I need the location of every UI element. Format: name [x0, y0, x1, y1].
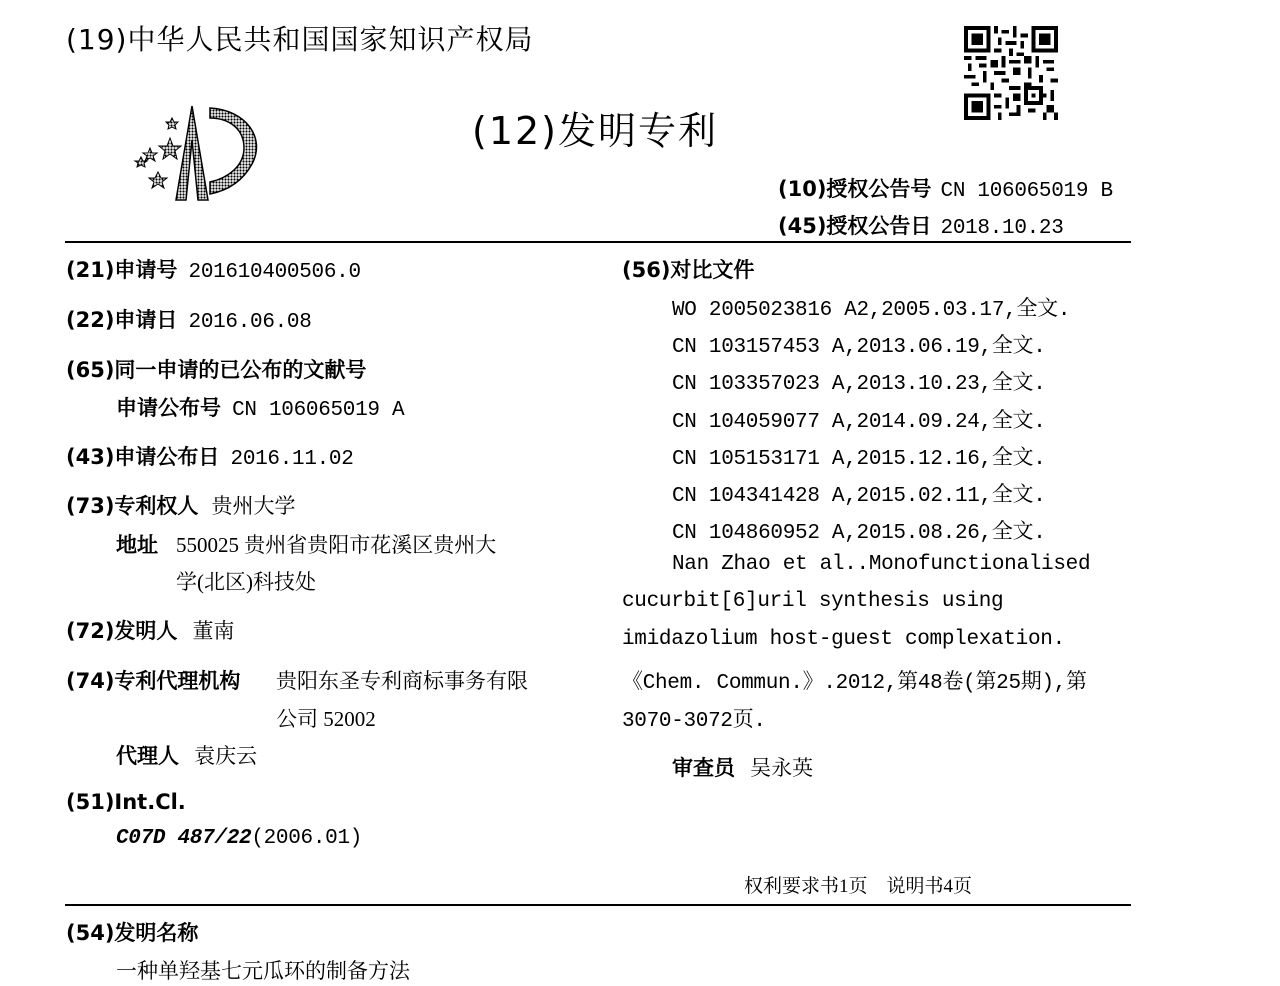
literature-line: 3070-3072页. — [622, 710, 766, 733]
app-date-label: (22)申请日 — [66, 308, 178, 332]
grant-pub-no-label: (10)授权公告号 — [778, 177, 932, 201]
inventor-label: (72)发明人 — [66, 619, 178, 643]
app-date: 2016.06.08 — [188, 311, 312, 334]
references-label: (56)对比文件 — [622, 258, 755, 282]
invention-title: 一种单羟基七元瓜环的制备方法 — [116, 959, 410, 983]
reference-item: CN 105153171 A,2015.12.16,全文. — [672, 448, 1046, 471]
cnipa-emblem-icon — [128, 100, 268, 205]
agency-label: (74)专利代理机构 — [66, 669, 241, 693]
agency-line-1: 贵阳东圣专利商标事务有限 — [276, 669, 528, 693]
reference-item: CN 104341428 A,2015.02.11,全文. — [672, 485, 1046, 508]
same-app-label: (65)同一申请的已公布的文献号 — [66, 358, 367, 382]
app-pub-no-label: 申请公布号 — [116, 396, 221, 420]
address-label: 地址 — [116, 533, 158, 557]
app-no: 201610400506.0 — [188, 261, 361, 284]
page-count: 权利要求书1页 说明书4页 — [744, 876, 973, 897]
examiner: 吴永英 — [750, 756, 814, 780]
app-pub-no: CN 106065019 A — [232, 399, 405, 422]
title-label: (54)发明名称 — [66, 921, 199, 945]
reference-item: CN 103157453 A,2013.06.19,全文. — [672, 336, 1046, 359]
address-line-2: 学(北区)科技处 — [176, 570, 316, 594]
app-no-label: (21)申请号 — [66, 258, 178, 282]
inventor: 董南 — [192, 619, 235, 643]
grant-pub-no: CN 106065019 B — [940, 180, 1113, 203]
top-divider — [65, 241, 1131, 243]
intcl-code: C07D 487/22 — [116, 827, 252, 850]
patentee: 贵州大学 — [211, 494, 296, 518]
grant-pub-date-label: (45)授权公告日 — [778, 214, 932, 238]
document-type: (12)发明专利 — [472, 109, 719, 153]
intcl-label: (51)Int.Cl. — [66, 790, 186, 814]
reference-item: CN 103357023 A,2013.10.23,全文. — [672, 373, 1046, 396]
agent-label: 代理人 — [116, 744, 179, 768]
literature-line: cucurbit[6]uril synthesis using — [622, 590, 1004, 613]
patentee-label: (73)专利权人 — [66, 494, 199, 518]
app-pub-date: 2016.11.02 — [230, 448, 354, 471]
app-pub-date-label: (43)申请公布日 — [66, 445, 220, 469]
literature-line: Nan Zhao et al..Monofunctionalised — [672, 553, 1091, 576]
intcl-version: (2006.01) — [251, 827, 363, 850]
qr-code-icon — [964, 26, 1058, 120]
office-name: (19)中华人民共和国国家知识产权局 — [66, 23, 534, 56]
literature-line: 《Chem. Commun.》.2012,第48卷(第25期),第 — [622, 672, 1087, 695]
reference-item: CN 104860952 A,2015.08.26,全文. — [672, 522, 1046, 545]
agent: 袁庆云 — [194, 744, 258, 768]
grant-pub-date: 2018.10.23 — [940, 217, 1064, 240]
agency-line-2: 公司 52002 — [276, 707, 376, 731]
reference-item: CN 104059077 A,2014.09.24,全文. — [672, 411, 1046, 434]
address-line-1: 550025 贵州省贵阳市花溪区贵州大 — [176, 533, 497, 557]
bottom-divider — [65, 904, 1131, 906]
reference-item: WO 2005023816 A2,2005.03.17,全文. — [672, 299, 1071, 322]
literature-line: imidazolium host-guest complexation. — [622, 628, 1065, 651]
examiner-label: 审查员 — [672, 756, 735, 780]
